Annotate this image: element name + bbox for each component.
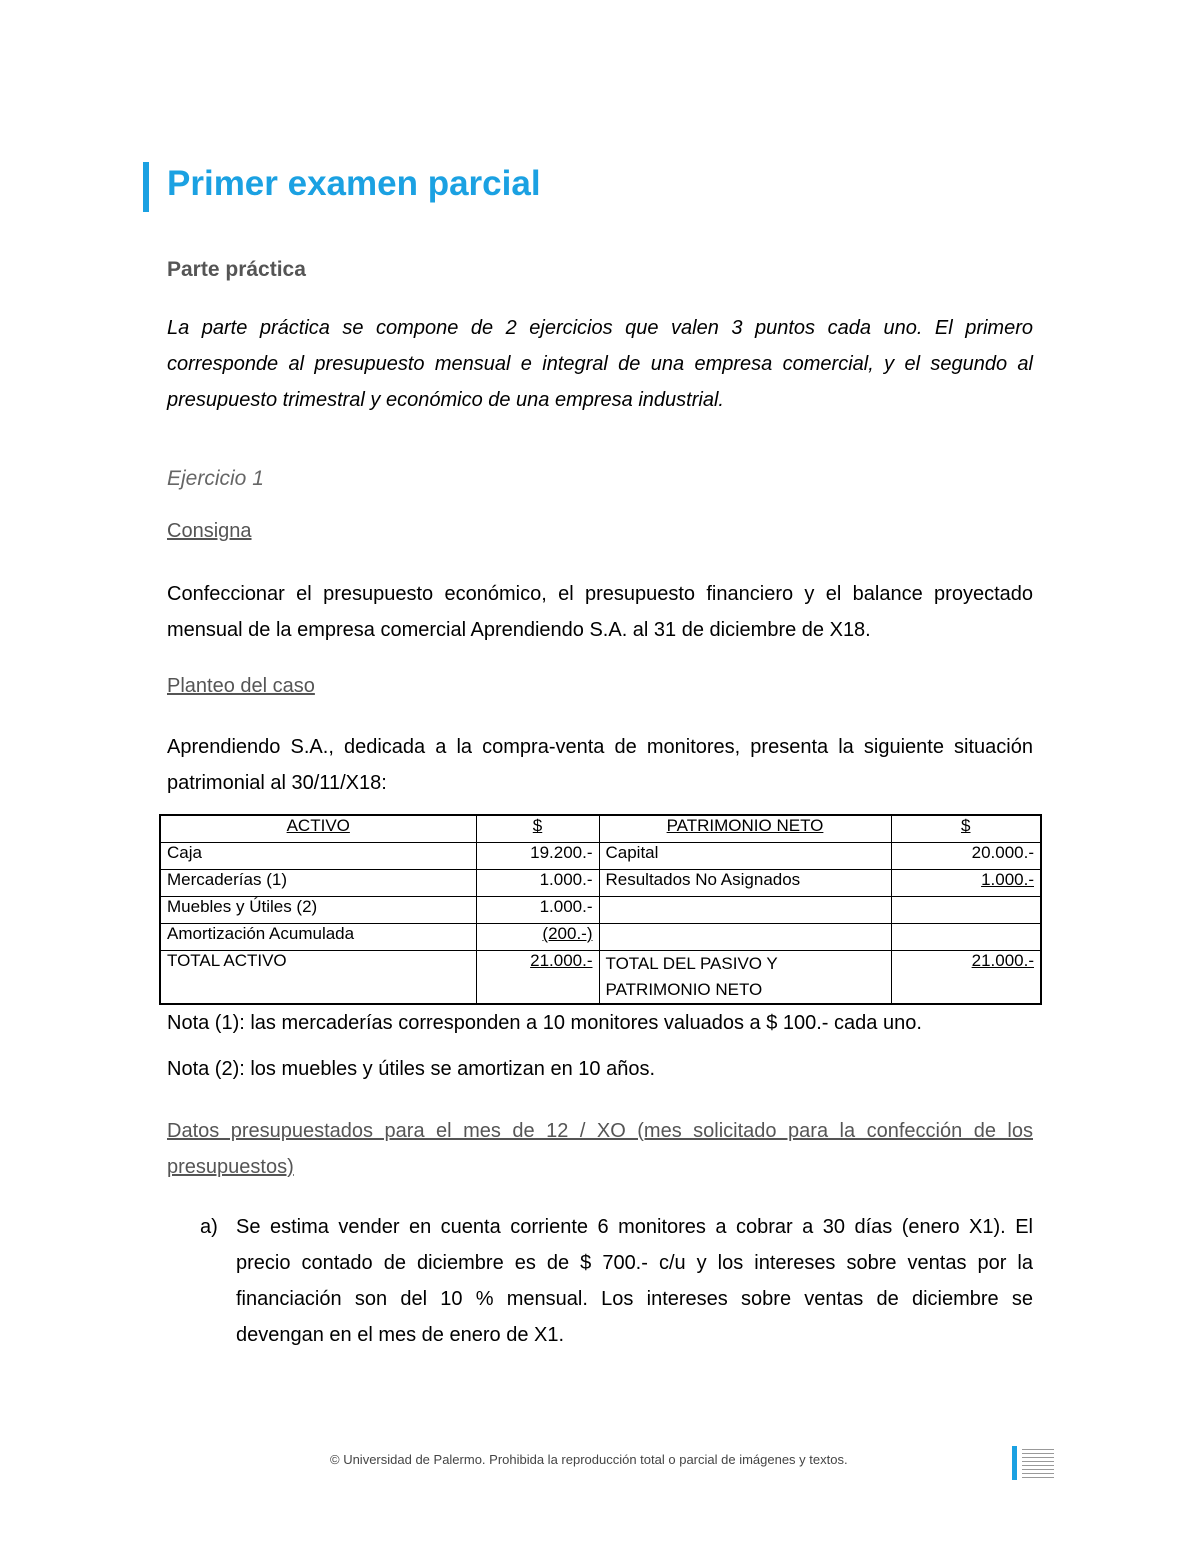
list-item-marker: a)	[200, 1216, 218, 1238]
equity-value	[891, 897, 1041, 924]
intro-paragraph: La parte práctica se compone de 2 ejercicios que valen 3 puntos cada uno. El primero corresponde al presupuesto mensual e integral de una empresa comercial, y el segundo al presupuesto trimestral y económico de una empresa industrial.	[167, 317, 1033, 411]
exercise-title: Ejercicio 1	[167, 467, 264, 490]
table-row	[160, 843, 1041, 870]
planteo-text: Aprendiendo S.A., dedicada a la compra-venta de monitores, presenta la siguiente situación patrimonial al 30/11/X18:	[167, 736, 1033, 794]
equity-label: Capital	[599, 843, 891, 870]
table-row	[160, 897, 1041, 924]
equity-value	[891, 924, 1041, 951]
header-activo: ACTIVO	[160, 815, 476, 843]
total-pasivo-label: TOTAL DEL PASIVO Y PATRIMONIO NETO	[599, 951, 891, 1005]
equity-label	[599, 924, 891, 951]
planteo-heading: Planteo del caso	[167, 675, 315, 697]
asset-value: (200.-)	[476, 924, 599, 951]
asset-label: Mercaderías (1)	[160, 870, 476, 897]
balance-table	[159, 814, 1042, 1005]
total-activo-label: TOTAL ACTIVO	[160, 951, 476, 1005]
asset-value: 1.000.-	[476, 870, 599, 897]
header-activo-amount: $	[476, 815, 599, 843]
equity-label: Resultados No Asignados	[599, 870, 891, 897]
list-item	[200, 1209, 1033, 1353]
list-item-text: Se estima vender en cuenta corriente 6 monitores a cobrar a 30 días (enero X1). El precio contado de diciembre es de $ 700.- c/u y los intereses sobre ventas por la financiación son del 10 % mensual. Los intereses sobre ventas de diciembre se devengan en el mes de enero de X1.	[236, 1216, 1033, 1346]
header-patrimonio: PATRIMONIO NETO	[599, 815, 891, 843]
note-2: Nota (2): los muebles y útiles se amortizan en 10 años.	[167, 1058, 656, 1080]
page-title: Primer examen parcial	[167, 164, 541, 203]
asset-value: 1.000.-	[476, 897, 599, 924]
asset-label: Caja	[160, 843, 476, 870]
consigna-text: Confeccionar el presupuesto económico, el presupuesto financiero y el balance proyectado mensual de la empresa comercial Aprendiendo S.A. al 31 de diciembre de X18.	[167, 583, 1033, 641]
footer-copyright: © Universidad de Palermo. Prohibida la reproducción total o parcial de imágenes y textos.	[330, 1452, 848, 1467]
table-total-row	[160, 951, 1041, 1005]
asset-label: Amortización Acumulada	[160, 924, 476, 951]
equity-value: 20.000.-	[891, 843, 1041, 870]
header-patrimonio-amount: $	[891, 815, 1041, 843]
datos-heading: Datos presupuestados para el mes de 12 / XO (mes solicitado para la confección de los presupuestos)	[167, 1120, 1033, 1178]
section-heading: Parte práctica	[167, 258, 306, 281]
note-1: Nota (1): las mercaderías corresponden a 10 monitores valuados a $ 100.- cada uno.	[167, 1012, 922, 1034]
consigna-heading: Consigna	[167, 520, 252, 542]
equity-value: 1.000.-	[891, 870, 1041, 897]
asset-value: 19.200.-	[476, 843, 599, 870]
table-header-row	[160, 815, 1041, 843]
total-activo-value: 21.000.-	[476, 951, 599, 1005]
table-row	[160, 924, 1041, 951]
total-pasivo-value: 21.000.-	[891, 951, 1041, 1005]
table-row	[160, 870, 1041, 897]
university-logo-icon	[1012, 1446, 1054, 1482]
equity-label	[599, 897, 891, 924]
asset-label: Muebles y Útiles (2)	[160, 897, 476, 924]
title-accent-bar	[143, 162, 149, 212]
